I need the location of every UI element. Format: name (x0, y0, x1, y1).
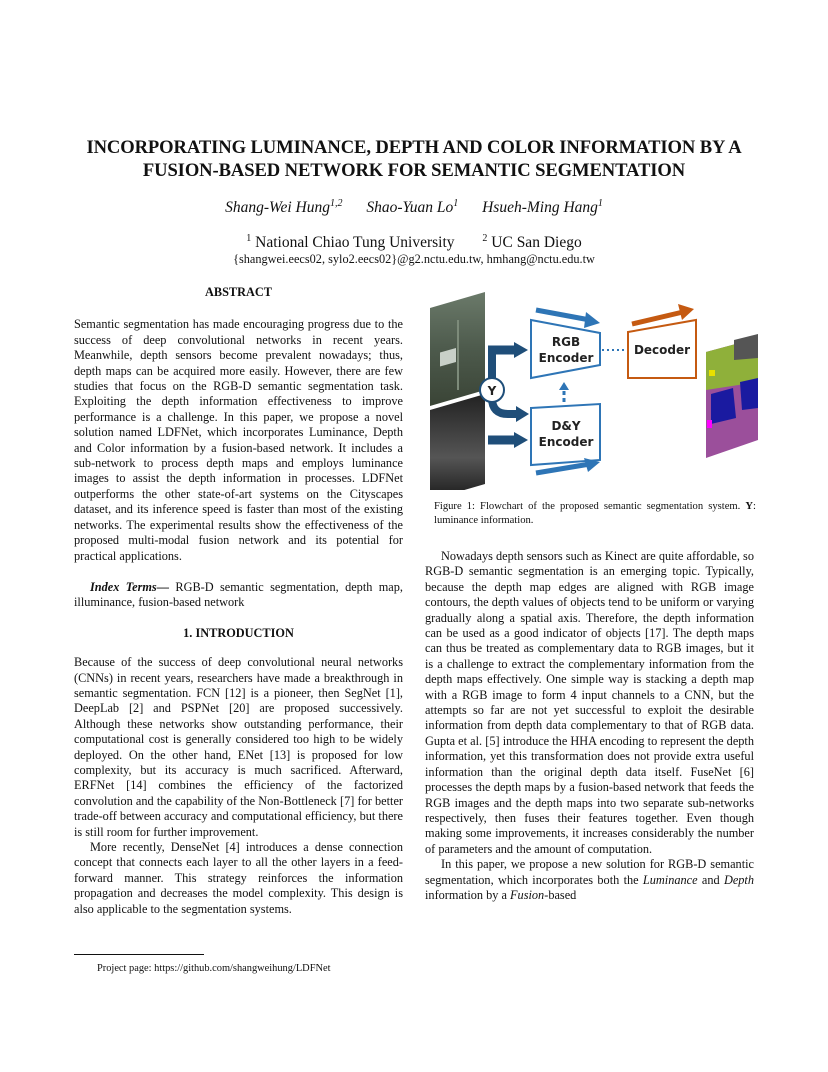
dy-encoder-label: Encoder (538, 435, 594, 449)
affiliation: $^2$ UC San Diego (482, 233, 582, 252)
flowchart-diagram (428, 290, 758, 490)
abstract-text: Semantic segmentation has made encouraging progress due to the success of deep convolutional networks in recent years. Meanwhile, depth sensors become prevalent nowadays; thus, depth maps can be acquired more easily. However, there are few studies that focus on the RGB-D semantic segmentation task. Exploiting the depth information effectiveness to improve performance is a challenge. In this paper, we propose a novel solution named LDFNet, which incorporates Luminance, Depth and Color information by a fusion-based network. It includes a sub-network to process depth maps and employs luminance images to assist the depth information in processes. LDFNet outperforms the other state-of-art systems on the Cityscapes dataset, and its inference speed is faster than most of the existing networks. The experimental results show the effectiveness of the proposed multi-modal fusion network and its potential for practical applications. (74, 317, 403, 563)
right-column (425, 549, 754, 903)
intro-paragraph-3: Nowadays depth sensors such as Kinect are quite affordable, so RGB-D semantic segmentation is an emerging topic. Typically, because the depth map edges are aligned with RGB image contours, the depth values of objects tend to be uniform or varying gradually along a spatial axis. Therefore, the depth information can be used as a good indicator of objects [17]. The depth maps can thus be treated as complementary data to RGB images, but it is a challenge to extract the complementary information from the depth maps effectively. One simple way is stacking a depth map with a RGB image to form 4 input channels to a CNN, but the attempts so far are not yet successful to exploit the desirable information from depth data complementary to that of RGB data. Gupta et al. [5] introduce the HHA encoding to represent the depth information, yet this transformation does not provide extra useful information than the original depth data itself. FuseNet [6] processes the depth maps by a fusion-based network that feeds the RGB images and the depth maps into two separate sub-networks respectively, then fuses their features together. Even though making some improvements, it increases considerably the number of parameters and the amount of computation. (425, 549, 754, 856)
introduction-heading: 1. INTRODUCTION (183, 625, 294, 640)
arrow-right-icon (514, 342, 528, 358)
author: Shao-Yuan Lo$^1$ (366, 198, 459, 217)
luminance-node-label: Y (487, 384, 497, 398)
paper-title (40, 136, 788, 182)
affiliation: $^1$ National Chiao Tung University (246, 233, 455, 252)
author-emails: {shangwei.eecs02, sylo2.eecs02}@g2.nctu.edu.tw, hmhang@nctu.edu.tw (233, 252, 595, 266)
output-arrow-icon (678, 304, 694, 320)
arrow-right-icon (514, 432, 528, 448)
title-line-1: INCORPORATING LUMINANCE, DEPTH AND COLOR INFORMATION BY A (86, 137, 742, 158)
arrow-up-icon (559, 382, 569, 390)
decoder-label: Decoder (633, 343, 691, 357)
figure-1-caption: Figure 1: Flowchart of the proposed semantic segmentation system. Y: luminance information. (434, 501, 756, 526)
rgb-encoder-label: Encoder (538, 351, 594, 365)
left-column (74, 285, 403, 917)
affiliations (0, 233, 828, 252)
abstract-heading: ABSTRACT (205, 285, 272, 299)
author: Hsueh-Ming Hang$^1$ (482, 198, 603, 217)
figure-1-flowchart (428, 290, 758, 490)
index-terms (74, 580, 403, 611)
rgb-input-image (430, 292, 485, 406)
index-terms-label: Index Terms— (90, 579, 170, 594)
intro-paragraph-1: Because of the success of deep convolutional neural networks (CNNs) in recent years, researchers have made a breakthrough in semantic segmentation. FCN [12] is a pioneer, then SegNet [1], DeepLab [2] and PSPNet [20] are proposed successively. Although these networks show outstanding performance, their computational cost is generally considered too high to be widely deployed. On the other hand, ENet [13] is proposed for low complexity, but its accuracy is much sacrificed. Afterward, ERFNet [14] combines the efficiency of the factorized convolution and the capability of the Non-Bottleneck [7] for better trade-off between accuracy and computational efficiency, but there is still room for further improvement. (74, 655, 403, 839)
footnote-rule (74, 954, 204, 955)
footnote-project-page: Project page: https://github.com/shangweihung/LDFNet (97, 963, 331, 974)
author-list (0, 198, 828, 217)
title-line-2: FUSION-BASED NETWORK FOR SEMANTIC SEGMENTATION (142, 160, 686, 181)
index-terms-text: RGB-D semantic segmentation, depth map, illuminance, fusion-based network (74, 579, 403, 610)
rgb-encoder-label: RGB (551, 335, 581, 349)
rgb-encoder-block (531, 320, 600, 378)
author: Shang-Wei Hung$^{1,2}$ (225, 198, 343, 217)
dy-encoder-label: D&Y (551, 419, 581, 433)
segmentation-output-image (706, 334, 758, 458)
intro-paragraph-4: In this paper, we propose a new solution for RGB-D semantic segmentation, which incorporates both the Luminance and Depth information by a Fusion-based (425, 857, 754, 902)
skip-arrow-icon (584, 312, 600, 328)
arrow-right-icon (516, 406, 529, 422)
depth-input-image (430, 394, 485, 490)
intro-paragraph-2: More recently, DenseNet [4] introduces a dense connection concept that connects each layer to all the other layers in a feed-forward manner. This strategy reinforces the information propagation and decreases the model complexity. This design is also applicable to the segmentation systems. (74, 840, 403, 916)
